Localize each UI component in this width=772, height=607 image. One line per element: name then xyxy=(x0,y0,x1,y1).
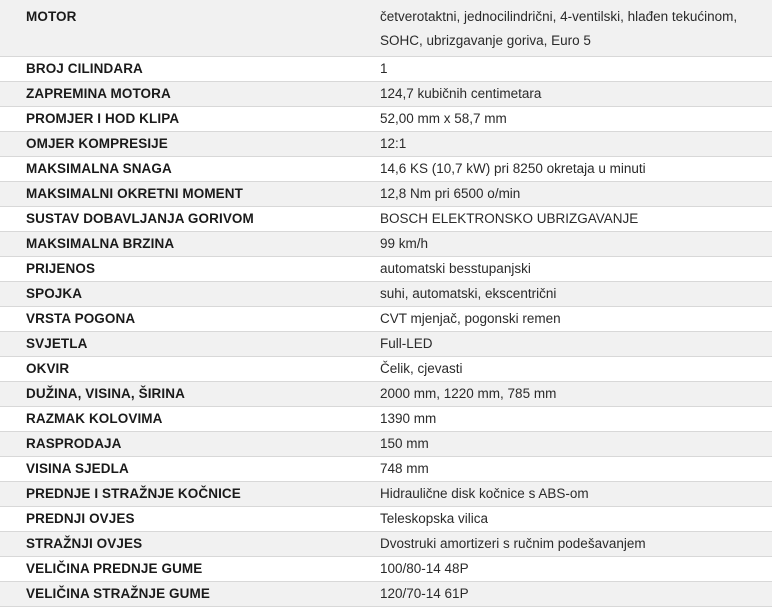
spec-label: SVJETLA xyxy=(0,332,380,357)
spec-label: VRSTA POGONA xyxy=(0,307,380,332)
spec-value: 748 mm xyxy=(380,457,772,482)
spec-value: Hidraulične disk kočnice s ABS-om xyxy=(380,482,772,507)
spec-value: 1 xyxy=(380,57,772,82)
table-row xyxy=(0,132,772,157)
spec-value: 120/70-14 61P xyxy=(380,582,772,607)
spec-value: CVT mjenjač, pogonski remen xyxy=(380,307,772,332)
spec-value: Dvostruki amortizeri s ručnim podešavanjem xyxy=(380,532,772,557)
table-row xyxy=(0,157,772,182)
table-row xyxy=(0,382,772,407)
spec-value: četverotaktni, jednocilindrični, 4-ventilski, hlađen tekućinom, SOHC, ubrizgavanje goriva, Euro 5 xyxy=(380,0,772,57)
table-row xyxy=(0,482,772,507)
spec-value: 99 km/h xyxy=(380,232,772,257)
spec-label: SPOJKA xyxy=(0,282,380,307)
table-row xyxy=(0,432,772,457)
spec-value: 1390 mm xyxy=(380,407,772,432)
table-row xyxy=(0,557,772,582)
table-row xyxy=(0,457,772,482)
spec-label: PREDNJI OVJES xyxy=(0,507,380,532)
spec-value: automatski besstupanjski xyxy=(380,257,772,282)
table-row xyxy=(0,0,772,57)
spec-label: PREDNJE I STRAŽNJE KOČNICE xyxy=(0,482,380,507)
table-row xyxy=(0,257,772,282)
spec-value: 52,00 mm x 58,7 mm xyxy=(380,107,772,132)
spec-label: PROMJER I HOD KLIPA xyxy=(0,107,380,132)
spec-label: VELIČINA PREDNJE GUME xyxy=(0,557,380,582)
table-row xyxy=(0,282,772,307)
spec-label: STRAŽNJI OVJES xyxy=(0,532,380,557)
spec-label: BROJ CILINDARA xyxy=(0,57,380,82)
spec-label: VISINA SJEDLA xyxy=(0,457,380,482)
table-row xyxy=(0,332,772,357)
spec-value: BOSCH ELEKTRONSKO UBRIZGAVANJE xyxy=(380,207,772,232)
table-row xyxy=(0,82,772,107)
spec-label: MAKSIMALNA SNAGA xyxy=(0,157,380,182)
spec-value: suhi, automatski, ekscentrični xyxy=(380,282,772,307)
table-row xyxy=(0,107,772,132)
spec-value: 12,8 Nm pri 6500 o/min xyxy=(380,182,772,207)
table-row xyxy=(0,182,772,207)
spec-label: SUSTAV DOBAVLJANJA GORIVOM xyxy=(0,207,380,232)
table-row xyxy=(0,357,772,382)
spec-label: RASPRODAJA xyxy=(0,432,380,457)
spec-value: Čelik, cjevasti xyxy=(380,357,772,382)
spec-value: Teleskopska vilica xyxy=(380,507,772,532)
spec-label: VELIČINA STRAŽNJE GUME xyxy=(0,582,380,607)
table-row xyxy=(0,582,772,607)
spec-label: OKVIR xyxy=(0,357,380,382)
table-row xyxy=(0,207,772,232)
spec-value: Full-LED xyxy=(380,332,772,357)
spec-label: MAKSIMALNI OKRETNI MOMENT xyxy=(0,182,380,207)
spec-label: RAZMAK KOLOVIMA xyxy=(0,407,380,432)
spec-label: MOTOR xyxy=(0,0,380,57)
spec-label: PRIJENOS xyxy=(0,257,380,282)
table-row xyxy=(0,57,772,82)
spec-value: 2000 mm, 1220 mm, 785 mm xyxy=(380,382,772,407)
spec-label: MAKSIMALNA BRZINA xyxy=(0,232,380,257)
table-row xyxy=(0,407,772,432)
spec-value: 150 mm xyxy=(380,432,772,457)
spec-label: ZAPREMINA MOTORA xyxy=(0,82,380,107)
table-row xyxy=(0,532,772,557)
spec-value: 12:1 xyxy=(380,132,772,157)
spec-value: 100/80-14 48P xyxy=(380,557,772,582)
spec-value: 14,6 KS (10,7 kW) pri 8250 okretaja u minuti xyxy=(380,157,772,182)
table-row xyxy=(0,507,772,532)
spec-label: DUŽINA, VISINA, ŠIRINA xyxy=(0,382,380,407)
spec-value: 124,7 kubičnih centimetara xyxy=(380,82,772,107)
table-row xyxy=(0,232,772,257)
table-row xyxy=(0,307,772,332)
spec-label: OMJER KOMPRESIJE xyxy=(0,132,380,157)
